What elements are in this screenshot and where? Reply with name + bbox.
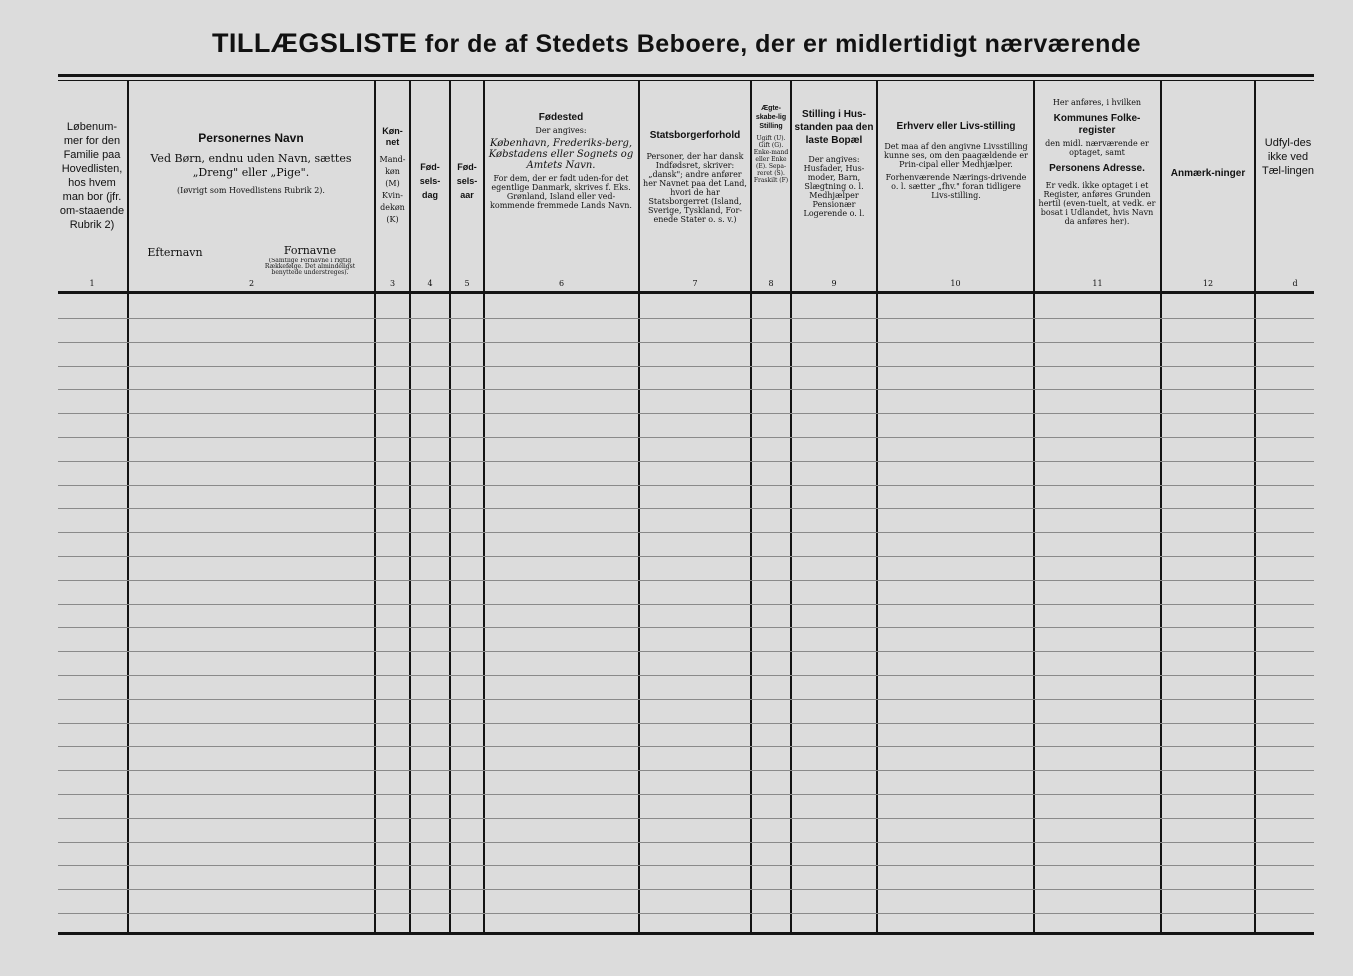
- entry-row-line: [58, 556, 1314, 557]
- col8-heading: Ægte-skabe-lig Stilling: [755, 105, 787, 130]
- col-number-5: 5: [464, 279, 470, 288]
- col7-text: Personer, der har dansk Indfødsret, skriver: „dansk"; andre anfører her Navnet paa det Land, hvori de har Statsborgerret (Island, Sverige, Tyskland, For-enede Stater o. s. v.): [643, 152, 747, 224]
- entry-row-line: [58, 485, 1314, 486]
- col12-heading: Anmærk-ninger: [1170, 168, 1246, 179]
- entry-row-line: [58, 627, 1314, 628]
- col-number-9: 9: [831, 279, 837, 288]
- entry-row-line: [58, 675, 1314, 676]
- col11-heading2: Personens Adresse.: [1049, 163, 1145, 174]
- entry-row-line: [58, 699, 1314, 700]
- col2-sub-note: [253, 258, 367, 276]
- col-divider: [1033, 80, 1035, 932]
- col2-note2: (Iøvrigt som Hovedlistens Rubrik 2).: [177, 186, 325, 195]
- entry-row-line: [58, 342, 1314, 343]
- entry-row-line: [58, 366, 1314, 367]
- top-rule-thin: [58, 80, 1314, 81]
- top-rule: [58, 74, 1314, 77]
- col-divider: [127, 80, 129, 932]
- col2-sub-lastname: Efternavn: [147, 246, 203, 259]
- col11-text: den midl. nærværende er optaget, samt: [1045, 139, 1149, 157]
- entry-row-line: [58, 532, 1314, 533]
- col12-header: [1164, 168, 1252, 180]
- col-number-3: 3: [389, 279, 396, 288]
- col-divider: [638, 80, 640, 932]
- col-divider: [409, 80, 411, 932]
- col6-heading: Fødested: [538, 112, 584, 123]
- col-divider: [876, 80, 878, 932]
- col3-text: Mand-køn (M) Kvin-dekøn (K): [379, 155, 406, 224]
- col-number-4: 4: [427, 279, 433, 288]
- col8-text: Ugift (U). Gift (G). Enke-mand eller Enke (E). Sepa-reret (S). Fraskilt (F): [753, 135, 789, 184]
- col-number-7: 7: [692, 279, 698, 288]
- col-number-8: 8: [768, 279, 774, 288]
- entry-row-line: [58, 413, 1314, 414]
- col11-header: [1037, 98, 1157, 226]
- entry-row-line: [58, 318, 1314, 319]
- col10-heading: Erhverv eller Livs-stilling: [896, 121, 1016, 132]
- entry-row-line: [58, 746, 1314, 747]
- entry-row-line: [58, 865, 1314, 866]
- entry-row-line: [58, 818, 1314, 819]
- col-divider: [483, 80, 485, 932]
- col2-sub-firstnames: Fornavne: [283, 244, 337, 257]
- entry-row-line: [58, 604, 1314, 605]
- col6-text: For dem, der er født uden-for det egentlige Danmark, skrives f. Eks. Grønland, Island eller ved-kommende fremmede Lands Navn.: [490, 174, 632, 210]
- col3-header: [377, 126, 408, 226]
- col-number-13: d: [1292, 279, 1298, 288]
- col-divider: [374, 80, 376, 932]
- col-number-2: 2: [248, 279, 255, 288]
- col-divider: [1254, 80, 1256, 932]
- col2-header: [132, 132, 370, 195]
- col5-header: [452, 160, 482, 202]
- col9-heading: Stilling i Hus-standen paa den laste Bopæl: [794, 109, 874, 146]
- col1-text: Løbenum-mer for den Familie paa Hovedlisten, hos hvem man bor (jfr. om-staaende Rubrik 2): [59, 121, 125, 231]
- col-divider: [750, 80, 752, 932]
- col5-heading: Fød-sels-aar: [456, 162, 478, 200]
- entry-row-line: [58, 723, 1314, 724]
- entry-row-line: [58, 913, 1314, 914]
- form-title: [0, 28, 1353, 59]
- col-divider: [790, 80, 792, 932]
- col4-heading: Fød-sels-dag: [419, 162, 441, 200]
- col11-heading: Kommunes Folke-register: [1053, 113, 1141, 136]
- col11-text2: Er vedk. ikke optaget i et Register, anføres Grunden hertil (even-tuelt, at vedk. er bosat i Udlandet, hvis Navn da anføres her).: [1038, 181, 1156, 226]
- col-number-12: 12: [1202, 279, 1214, 288]
- col6-header: [488, 112, 634, 210]
- col7-header: [642, 130, 748, 224]
- col7-heading: Statsborgerforhold: [649, 130, 741, 141]
- col8-header: [753, 104, 789, 184]
- entry-row-line: [58, 889, 1314, 890]
- header-rule: [58, 291, 1314, 294]
- entry-row-line: [58, 437, 1314, 438]
- col-divider: [1160, 80, 1162, 932]
- col-number-11: 11: [1092, 279, 1103, 288]
- title-rest: for de af Stedets Beboere, der er midlertidigt nærværende: [424, 30, 1142, 58]
- col13-text: Udfyl-des ikke ved Tæl-lingen: [1262, 137, 1314, 177]
- entry-row-line: [58, 580, 1314, 581]
- entry-row-line: [58, 651, 1314, 652]
- col2-sub-note-text: (Samtlige Fornavne i rigtig Rækkefølge. Det almindeligst benyttede understreges).: [264, 258, 356, 276]
- entry-row-line: [58, 770, 1314, 771]
- entry-row-line: [58, 842, 1314, 843]
- col2-heading: Personernes Navn: [198, 132, 304, 145]
- col4-header: [412, 160, 448, 202]
- entry-row-line: [58, 461, 1314, 462]
- entry-row-line: [58, 508, 1314, 509]
- col2-note: Ved Børn, endnu uden Navn, sættes „Dreng" eller „Pige".: [150, 152, 352, 179]
- col13-header: [1258, 136, 1318, 178]
- col-number-1: 1: [89, 279, 95, 288]
- col3-heading: Køn-net: [382, 126, 403, 147]
- col9-text: Der angives: Husfader, Hus-moder, Barn, Slægtning o. l. Medhjælper Pensionær Logerende o. l.: [803, 155, 865, 218]
- col1-header: [58, 120, 126, 232]
- col-divider: [449, 80, 451, 932]
- col11-pre: Her anføres, i hvilken: [1052, 98, 1142, 107]
- col9-header: [794, 108, 874, 218]
- col6-italic: København, Frederiks-berg, Købstadens eller Sognets og Amtets Navn.: [488, 138, 634, 171]
- col-number-6: 6: [558, 279, 565, 288]
- col10-text: Det maa af den angivne Livsstilling kunne ses, om den paagældende er Prin-cipal eller Medhjælper.: [884, 142, 1028, 169]
- col10-text2: Forhenværende Nærings-drivende o. l. sætter „fhv." foran tidligere Livs-stilling.: [885, 173, 1027, 200]
- entry-row-line: [58, 794, 1314, 795]
- col-number-10: 10: [950, 279, 961, 288]
- bottom-rule: [58, 932, 1314, 935]
- col10-header: [882, 120, 1030, 200]
- title-strong: TILLÆGSLISTE: [211, 28, 418, 58]
- entry-row-line: [58, 389, 1314, 390]
- col6-sub: Der angives:: [535, 126, 587, 135]
